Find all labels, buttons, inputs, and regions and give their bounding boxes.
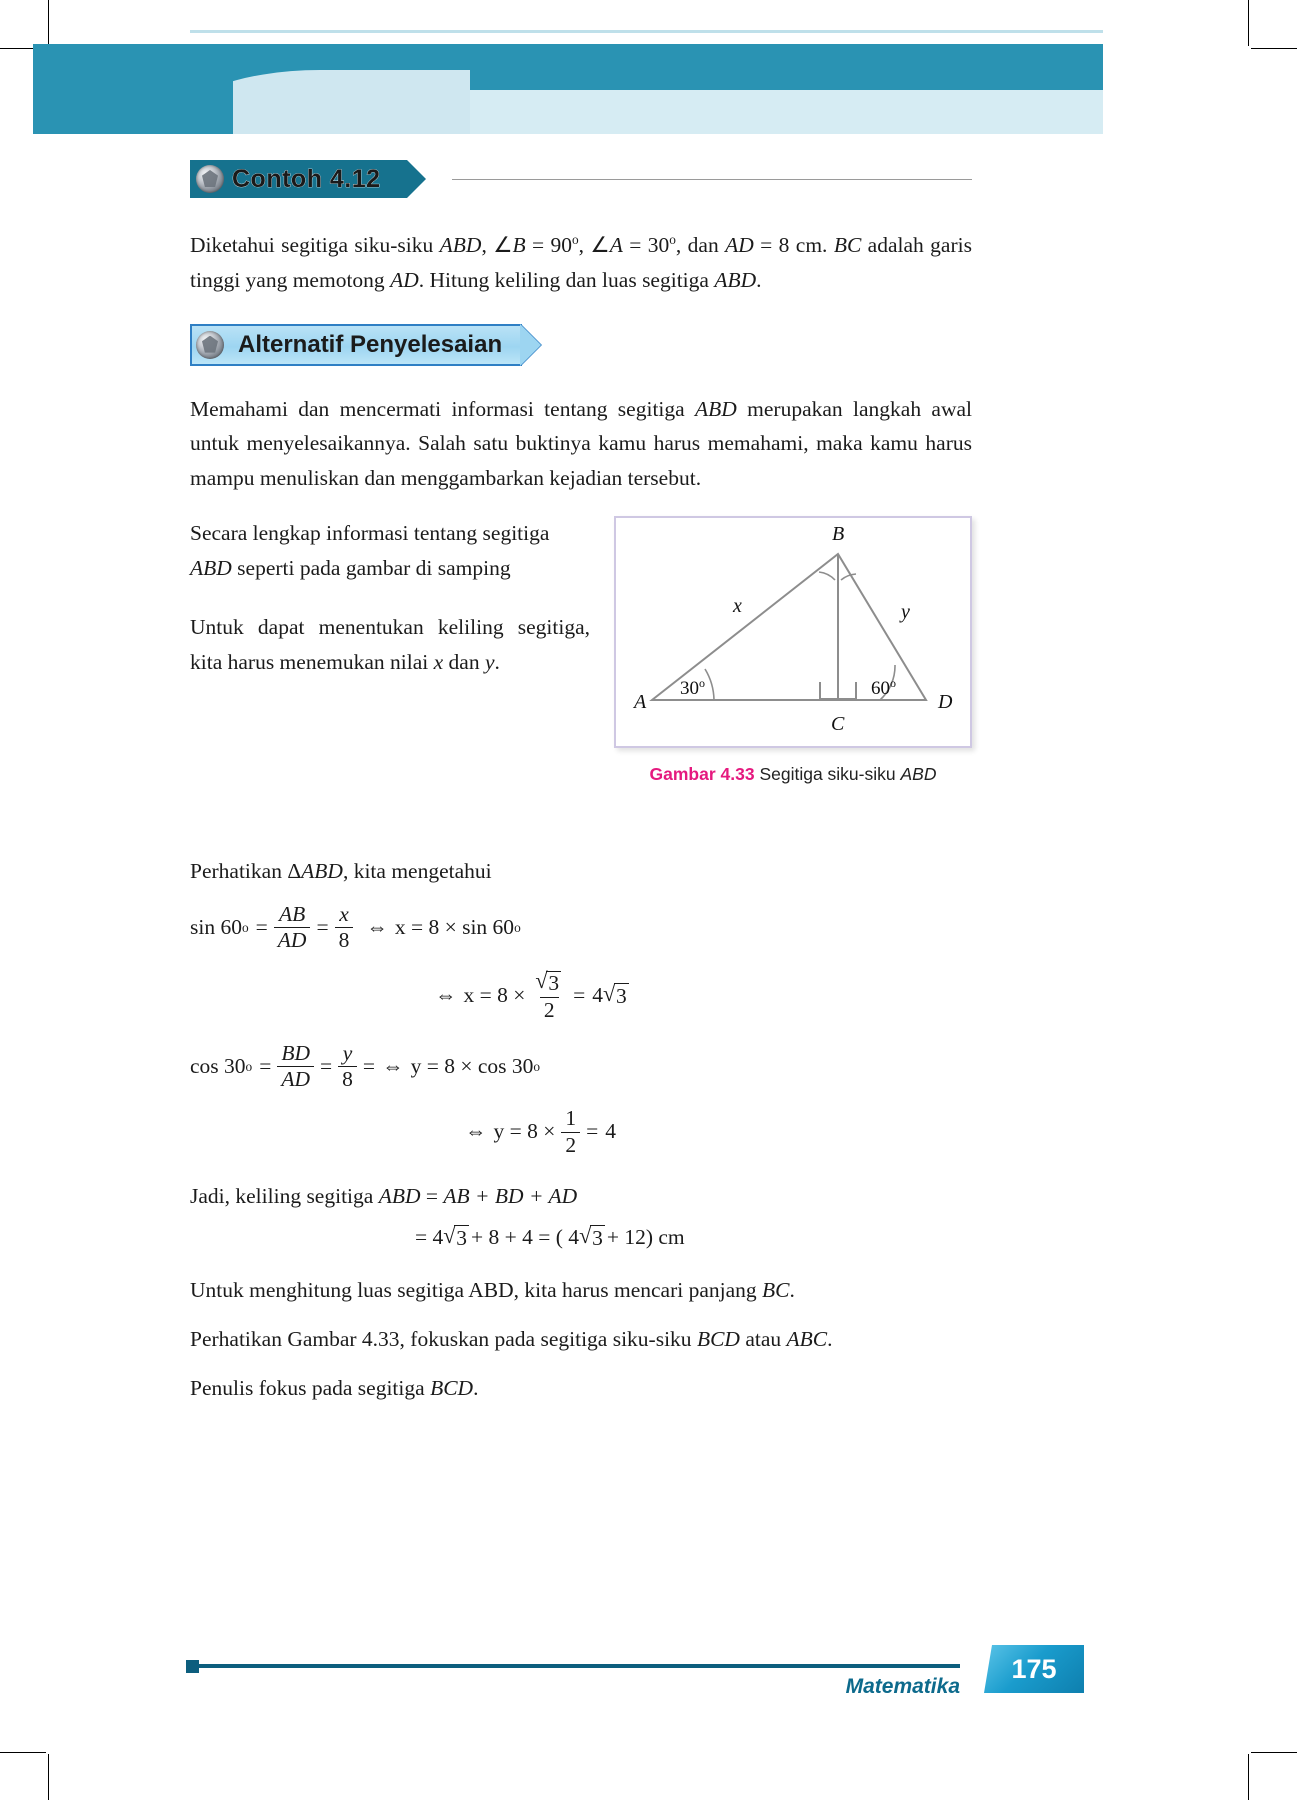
eq4-lhs: y = 8 × (493, 1119, 556, 1144)
crop-mark-top-right-h (1251, 48, 1297, 49)
problem-deg-1: o (572, 231, 579, 247)
equation-2 (435, 970, 972, 1021)
eq1-rhs-deg: o (514, 919, 521, 935)
closing-2-mid: atau (739, 1327, 787, 1352)
eq1-fraction-2 (335, 903, 354, 952)
crop-mark-bottom-right-h (1251, 1752, 1297, 1753)
solution-p3-x: x (433, 649, 444, 674)
eq3-lhs: cos 30 (190, 1053, 246, 1078)
angle-arc-b-left (819, 572, 835, 580)
eq1-lhs-deg: o (241, 919, 249, 935)
eq1-rhs: x = 8 × sin 60 (394, 914, 515, 939)
eq2-num: 3 (548, 971, 560, 996)
eq2-iff: ⇔ (435, 983, 457, 1008)
footer-subject: Matematika (845, 1675, 960, 1698)
crop-mark-bottom-left-h (0, 1752, 46, 1753)
angle-label-d: 60$^o$ (871, 676, 896, 700)
concl2-mid: + 8 + 4 = ( 4 (471, 1224, 580, 1249)
closing-line-1 (190, 1273, 972, 1308)
closing-3-pre: Penulis fokus pada segitiga (190, 1376, 431, 1400)
vertex-label-c: C (831, 713, 845, 736)
header-curve-dark (33, 44, 233, 134)
concl1-pre: Jadi, keliling segitiga (190, 1183, 379, 1208)
solution-p1-abd: ABD (695, 396, 737, 421)
concl2-rad2: 3 (592, 1225, 603, 1250)
math-lead-pre: Perhatikan Δ (190, 859, 302, 884)
page-number: 175 (1011, 1653, 1057, 1684)
eq1-num-2: x (339, 901, 349, 926)
problem-text-4: , ∠ (578, 233, 610, 257)
eq3-equals-2: = (320, 1053, 333, 1078)
solution-p3-post: . (494, 649, 500, 674)
eq1-lhs: sin 60 (190, 914, 242, 939)
problem-text-9: . Hitung keliling dan luas segitiga (418, 267, 715, 292)
closing-2-abc: ABC (786, 1327, 828, 1352)
problem-abd-2: ABD (714, 267, 757, 292)
side-label-y: y (901, 601, 910, 624)
conclusion-line-2 (415, 1224, 972, 1252)
problem-b: B (512, 233, 526, 257)
eq3-fraction-2 (338, 1042, 357, 1091)
solution-p1-pre: Memahami dan mencermati informasi tentang segitiga (190, 396, 696, 421)
solution-banner-tag (190, 324, 522, 366)
concl1-terms: AB + BD + AD (443, 1183, 578, 1208)
math-section (190, 854, 972, 1406)
solution-banner (190, 324, 972, 366)
angle-label-a: 30$^o$ (680, 676, 705, 700)
eq2-result-coef: 4 (592, 983, 604, 1008)
closing-1-bc: BC (762, 1278, 790, 1303)
closing-line-3 (190, 1371, 972, 1406)
closing-2-pre: Perhatikan Gambar 4.33, fokuskan pada segitiga siku-siku (190, 1327, 697, 1352)
eq3-rhs: y = 8 × cos 30 (410, 1053, 534, 1078)
math-lead (190, 854, 972, 889)
solution-p2-pre: Secara lengkap informasi tentang segitiga (190, 521, 550, 546)
math-lead-post: , kita mengetahui (342, 859, 492, 884)
eq1-den-1: AD (274, 927, 311, 952)
eq3-num-2: y (342, 1040, 353, 1065)
closing-2-bcd: BCD (696, 1327, 740, 1352)
header-top-rule (190, 30, 1103, 33)
diamond-icon-solution (196, 331, 224, 359)
angle-arc-a (705, 669, 714, 700)
example-banner (190, 160, 972, 198)
solution-banner-label: Alternatif Penyelesaian (238, 330, 503, 358)
solution-paragraph-2 (190, 516, 590, 586)
eq1-equals-2: = (316, 914, 329, 939)
solution-p2-post: seperti pada gambar di samping (231, 555, 511, 580)
equation-4 (465, 1107, 972, 1156)
eq3-lhs-deg: o (245, 1058, 253, 1074)
vertex-label-a: A (634, 691, 647, 714)
concl2-radical-2 (579, 1224, 607, 1252)
eq1-den-2: 8 (335, 927, 354, 952)
problem-statement (190, 228, 972, 298)
eq4-iff: ⇔ (465, 1119, 487, 1144)
eq1-equals-1: = (255, 914, 268, 939)
figure-caption-number: Gambar 4.33 (649, 764, 755, 785)
concl2-eq: = 4 (415, 1224, 444, 1249)
problem-text-8: adalah garis tinggi yang memotong (190, 233, 972, 292)
closing-3-post: . (473, 1376, 479, 1400)
vertex-label-d: D (938, 691, 953, 714)
side-label-x: x (733, 595, 742, 618)
closing-1-pre: Untuk menghitung luas segitiga ABD, kita harus mencari panjang (190, 1278, 763, 1303)
solution-p3-y: y (484, 649, 495, 674)
solution-p3-pre: Untuk dapat menentukan keliling segitiga, kita harus menemukan nilai (190, 614, 590, 674)
eq3-num-1: BD (281, 1040, 311, 1065)
solution-p2-abd: ABD (190, 555, 232, 580)
closing-3-bcd: BCD (430, 1376, 474, 1400)
closing-line-2 (190, 1322, 972, 1357)
problem-text-1: Diketahui segitiga siku-siku (190, 233, 440, 257)
figure-caption (614, 764, 972, 785)
eq2-num-radical (531, 970, 567, 996)
figure-caption-abd: ABD (900, 764, 937, 785)
eq3-fraction-1 (277, 1042, 314, 1091)
math-lead-abd: ABD (301, 859, 343, 884)
crop-mark-bottom-right-v (1248, 1754, 1249, 1800)
problem-text-7: = 8 cm. (753, 233, 834, 257)
eq2-lhs: x = 8 × (463, 983, 526, 1008)
figure-block (190, 516, 972, 816)
solution-p3-mid: dan (443, 649, 485, 674)
figure-side-text (190, 516, 590, 679)
eq4-result: 4 (605, 1119, 617, 1144)
page-content (190, 160, 972, 1426)
solution-paragraph-1 (190, 392, 972, 496)
equation-1 (190, 903, 972, 952)
problem-deg-2: o (669, 231, 676, 247)
eq3-equals-1: = (259, 1053, 272, 1078)
crop-mark-top-right-v (1248, 0, 1249, 46)
problem-ad-1: AD (725, 233, 754, 257)
eq4-equals: = (586, 1119, 599, 1144)
conclusion-line-1 (190, 1179, 972, 1214)
diamond-icon (196, 165, 224, 193)
figure-triangle-abd (614, 516, 972, 748)
figure-caption-text: Segitiga siku-siku (754, 764, 901, 785)
eq4-den: 2 (561, 1132, 580, 1157)
closing-2-post: . (827, 1327, 833, 1352)
crop-mark-top-left-v (48, 0, 49, 46)
problem-abd-1: ABD (439, 233, 482, 257)
eq2-result-rad: 3 (616, 984, 627, 1009)
problem-text-3: = 90 (525, 233, 572, 257)
eq2-fraction (531, 970, 567, 1021)
eq3-den-2: 8 (338, 1066, 357, 1091)
problem-text-6: , dan (675, 233, 726, 257)
concl1-abd: ABD (378, 1183, 421, 1208)
equation-3 (190, 1042, 972, 1091)
right-angle-mark-right (839, 682, 856, 699)
triangle-diagram (616, 518, 970, 746)
example-banner-rule (452, 179, 972, 180)
eq2-den: 2 (540, 997, 559, 1022)
example-banner-tag (190, 160, 407, 198)
vertex-label-b: B (832, 523, 845, 546)
concl2-end: + 12) cm (606, 1224, 685, 1249)
problem-a: A (609, 233, 623, 257)
problem-ad-2: AD (390, 267, 419, 292)
problem-text-10: . (756, 267, 762, 292)
right-angle-mark-left (820, 682, 837, 699)
problem-text-5: = 30 (622, 233, 670, 257)
eq2-equals: = (573, 983, 586, 1008)
concl2-rad1: 3 (456, 1225, 468, 1250)
closing-1-post: . (789, 1278, 795, 1303)
eq3-iff: ⇔ (382, 1053, 404, 1078)
problem-text-2: , ∠ (481, 233, 513, 257)
eq3-rhs-deg: o (533, 1058, 541, 1074)
eq3-equals-3: = (362, 1053, 376, 1078)
eq3-den-1: AD (277, 1066, 314, 1091)
solution-paragraph-3 (190, 610, 590, 680)
eq1-iff: ⇔ (366, 914, 388, 939)
footer-rule (190, 1664, 960, 1668)
concl2-radical-1 (443, 1224, 471, 1252)
solution-p1-post: merupakan langkah awal untuk menyelesaikannya. Salah satu buktinya kamu harus memahami, maka kamu harus mampu menuliskan dan menggambarkan kejadian tersebut. (190, 396, 972, 491)
eq2-result-radical (603, 982, 631, 1010)
eq1-num-1: AB (278, 901, 306, 926)
eq4-num: 1 (565, 1106, 577, 1131)
eq4-fraction (561, 1107, 580, 1156)
eq1-fraction-1 (274, 903, 311, 952)
problem-bc: BC (833, 233, 862, 257)
crop-mark-bottom-left-v (48, 1754, 49, 1800)
example-banner-label: Contoh 4.12 (232, 164, 381, 193)
concl1-post: = (420, 1183, 444, 1208)
